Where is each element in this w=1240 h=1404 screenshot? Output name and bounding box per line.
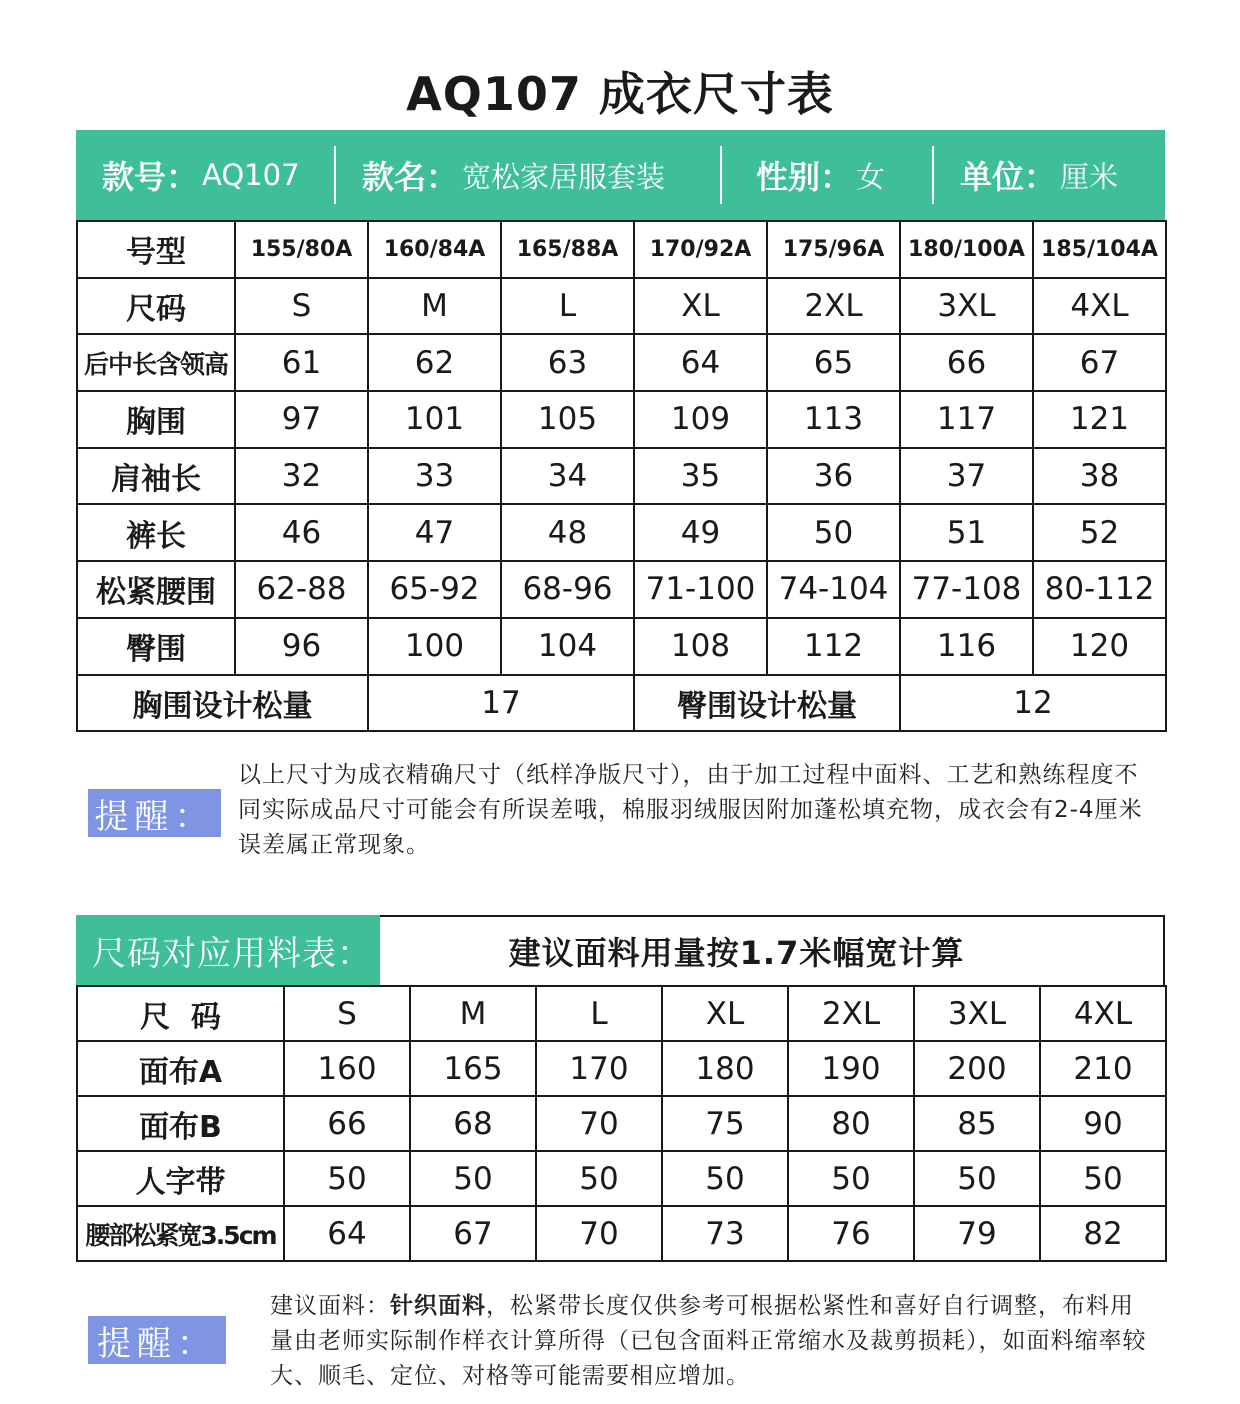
table-cell: 70	[536, 1206, 662, 1261]
hip-ease-value: 12	[900, 675, 1166, 732]
table-cell: 33	[368, 448, 501, 505]
row-header: 后中长含领高	[77, 334, 235, 391]
chest-ease-label: 胸围设计松量	[77, 675, 368, 732]
table-cell: 73	[662, 1206, 788, 1261]
row-header: 尺码	[77, 278, 235, 335]
table-cell: 109	[634, 391, 767, 448]
table-cell: 37	[900, 448, 1033, 505]
size-cell: XL	[634, 278, 767, 335]
table-cell: 47	[368, 504, 501, 561]
table-cell: 64	[284, 1206, 410, 1261]
table-cell: 65	[767, 334, 900, 391]
row-header: 面布B	[77, 1096, 284, 1151]
table-cell: 210	[1040, 1041, 1166, 1096]
table-row	[77, 448, 1166, 505]
table-row	[77, 1041, 1166, 1096]
gender	[722, 145, 932, 205]
table-cell: 51	[900, 504, 1033, 561]
table-cell: 80	[788, 1096, 914, 1151]
size-cell: XL	[662, 986, 788, 1041]
table-cell: 32	[235, 448, 368, 505]
row-header: 胸围	[77, 391, 235, 448]
reminder-text	[270, 1289, 1155, 1394]
table-cell: 90	[1040, 1096, 1166, 1151]
table-cell: 66	[284, 1096, 410, 1151]
table-cell: 66	[900, 334, 1033, 391]
table-cell: 74-104	[767, 561, 900, 618]
size-cell: 3XL	[914, 986, 1040, 1041]
row-header: 松紧腰围	[77, 561, 235, 618]
size-cell: L	[536, 986, 662, 1041]
table-row	[77, 1151, 1166, 1206]
table-cell: 75	[662, 1096, 788, 1151]
row-header: 面布A	[77, 1041, 284, 1096]
size-cell: M	[368, 278, 501, 335]
size-row	[77, 278, 1166, 335]
table-cell: 77-108	[900, 561, 1033, 618]
row-header: 臀围	[77, 618, 235, 675]
table-row	[77, 561, 1166, 618]
size-table	[76, 220, 1167, 732]
size-cell: 2XL	[788, 986, 914, 1041]
gender-label: 性别：	[756, 158, 853, 196]
size-cell: S	[284, 986, 410, 1041]
table-cell: 117	[900, 391, 1033, 448]
fabric-prefix: 建议面料：	[270, 1293, 390, 1319]
style-name	[336, 145, 720, 205]
table-cell: 79	[914, 1206, 1040, 1261]
table-cell: 50	[536, 1151, 662, 1206]
size-row	[77, 986, 1166, 1041]
table-cell: 62	[368, 334, 501, 391]
table-cell: 67	[410, 1206, 536, 1261]
table-cell: 85	[914, 1096, 1040, 1151]
table-cell: 63	[501, 334, 634, 391]
table-cell: 35	[634, 448, 767, 505]
table-cell: 97	[235, 391, 368, 448]
fabric-type: 针织面料	[390, 1293, 486, 1319]
table-cell: 170	[536, 1041, 662, 1096]
table-cell: 68-96	[501, 561, 634, 618]
size-cell: S	[235, 278, 368, 335]
size-cell: L	[501, 278, 634, 335]
table-row	[77, 391, 1166, 448]
model-cell: 165/88A	[501, 221, 634, 278]
table-cell: 70	[536, 1096, 662, 1151]
model-cell: 185/104A	[1033, 221, 1166, 278]
table-cell: 50	[914, 1151, 1040, 1206]
table-cell: 64	[634, 334, 767, 391]
table-cell: 50	[788, 1151, 914, 1206]
table-cell: 52	[1033, 504, 1166, 561]
table-row	[77, 504, 1166, 561]
table-cell: 49	[634, 504, 767, 561]
style-no-value: AQ107	[202, 158, 300, 192]
table-cell: 65-92	[368, 561, 501, 618]
row-header: 裤长	[77, 504, 235, 561]
style-name-value: 宽松家居服套装	[462, 159, 666, 194]
row-header: 肩袖长	[77, 448, 235, 505]
model-cell: 160/84A	[368, 221, 501, 278]
info-bar	[76, 130, 1165, 220]
reminder-body: ，松紧带长度仅供参考可根据松紧性和喜好自行调整，布料用量由老师实际制作样衣计算所得（已包含面料正常缩水及裁剪损耗），如面料缩率较大、顺毛、定位、对格等可能需要相应增加。	[270, 1293, 1147, 1389]
table-cell: 34	[501, 448, 634, 505]
table-cell: 105	[501, 391, 634, 448]
reminder-text: 以上尺寸为成衣精确尺寸（纸样净版尺寸），由于加工过程中面料、工艺和熟练程度不同实际成品尺寸可能会有所误差哦，棉服羽绒服因附加蓬松填充物，成衣会有2-4厘米误差属正常现象。	[238, 762, 1143, 858]
table-cell: 67	[1033, 334, 1166, 391]
table-cell: 180	[662, 1041, 788, 1096]
table-cell: 108	[634, 618, 767, 675]
model-row	[77, 221, 1166, 278]
ease-row	[77, 675, 1166, 732]
model-cell: 155/80A	[235, 221, 368, 278]
material-table-header	[76, 915, 1165, 985]
chest-ease-value: 17	[368, 675, 634, 732]
model-cell: 180/100A	[900, 221, 1033, 278]
table-row	[77, 618, 1166, 675]
table-cell: 50	[662, 1151, 788, 1206]
table-cell: 36	[767, 448, 900, 505]
style-no	[76, 145, 334, 205]
table-cell: 100	[368, 618, 501, 675]
style-name-label: 款名：	[362, 158, 459, 196]
unit-value: 厘米	[1060, 159, 1119, 194]
table-cell: 82	[1040, 1206, 1166, 1261]
size-cell: M	[410, 986, 536, 1041]
row-header: 腰部松紧宽3.5cm	[77, 1206, 284, 1261]
unit-label: 单位：	[960, 158, 1057, 196]
size-cell: 4XL	[1033, 278, 1166, 335]
gender-value: 女	[856, 159, 886, 194]
reminder-badge: 提醒：	[88, 789, 221, 837]
table-cell: 50	[767, 504, 900, 561]
table-cell: 50	[410, 1151, 536, 1206]
table-cell: 160	[284, 1041, 410, 1096]
table-cell: 112	[767, 618, 900, 675]
table-cell: 62-88	[235, 561, 368, 618]
table-cell: 46	[235, 504, 368, 561]
table-cell: 80-112	[1033, 561, 1166, 618]
style-no-label: 款号：	[102, 158, 199, 196]
model-cell: 170/92A	[634, 221, 767, 278]
table-cell: 50	[284, 1151, 410, 1206]
table-cell: 96	[235, 618, 368, 675]
table-cell: 38	[1033, 448, 1166, 505]
model-cell: 175/96A	[767, 221, 900, 278]
row-header: 尺 码	[77, 986, 284, 1041]
table-cell: 71-100	[634, 561, 767, 618]
size-cell: 4XL	[1040, 986, 1166, 1041]
size-cell: 2XL	[767, 278, 900, 335]
table-cell: 68	[410, 1096, 536, 1151]
table-cell: 76	[788, 1206, 914, 1261]
material-table-note: 建议面料用量按1.7米幅宽计算	[508, 934, 965, 972]
table-cell: 190	[788, 1041, 914, 1096]
table-cell: 200	[914, 1041, 1040, 1096]
table-cell: 104	[501, 618, 634, 675]
table-row	[77, 1206, 1166, 1261]
table-cell: 116	[900, 618, 1033, 675]
row-header: 人字带	[77, 1151, 284, 1206]
table-row	[77, 1096, 1166, 1151]
reminder-badge: 提醒：	[88, 1316, 226, 1364]
table-row	[77, 334, 1166, 391]
size-cell: 3XL	[900, 278, 1033, 335]
page-title: AQ107 成衣尺寸表	[406, 67, 834, 121]
material-table	[76, 985, 1167, 1262]
hip-ease-label: 臀围设计松量	[634, 675, 900, 732]
row-header: 号型	[77, 221, 235, 278]
unit	[934, 145, 1165, 205]
table-cell: 120	[1033, 618, 1166, 675]
table-cell: 113	[767, 391, 900, 448]
table-cell: 121	[1033, 391, 1166, 448]
table-cell: 165	[410, 1041, 536, 1096]
table-cell: 48	[501, 504, 634, 561]
table-cell: 50	[1040, 1151, 1166, 1206]
table-cell: 101	[368, 391, 501, 448]
material-table-tag: 尺码对应用料表：	[76, 915, 380, 985]
table-cell: 61	[235, 334, 368, 391]
